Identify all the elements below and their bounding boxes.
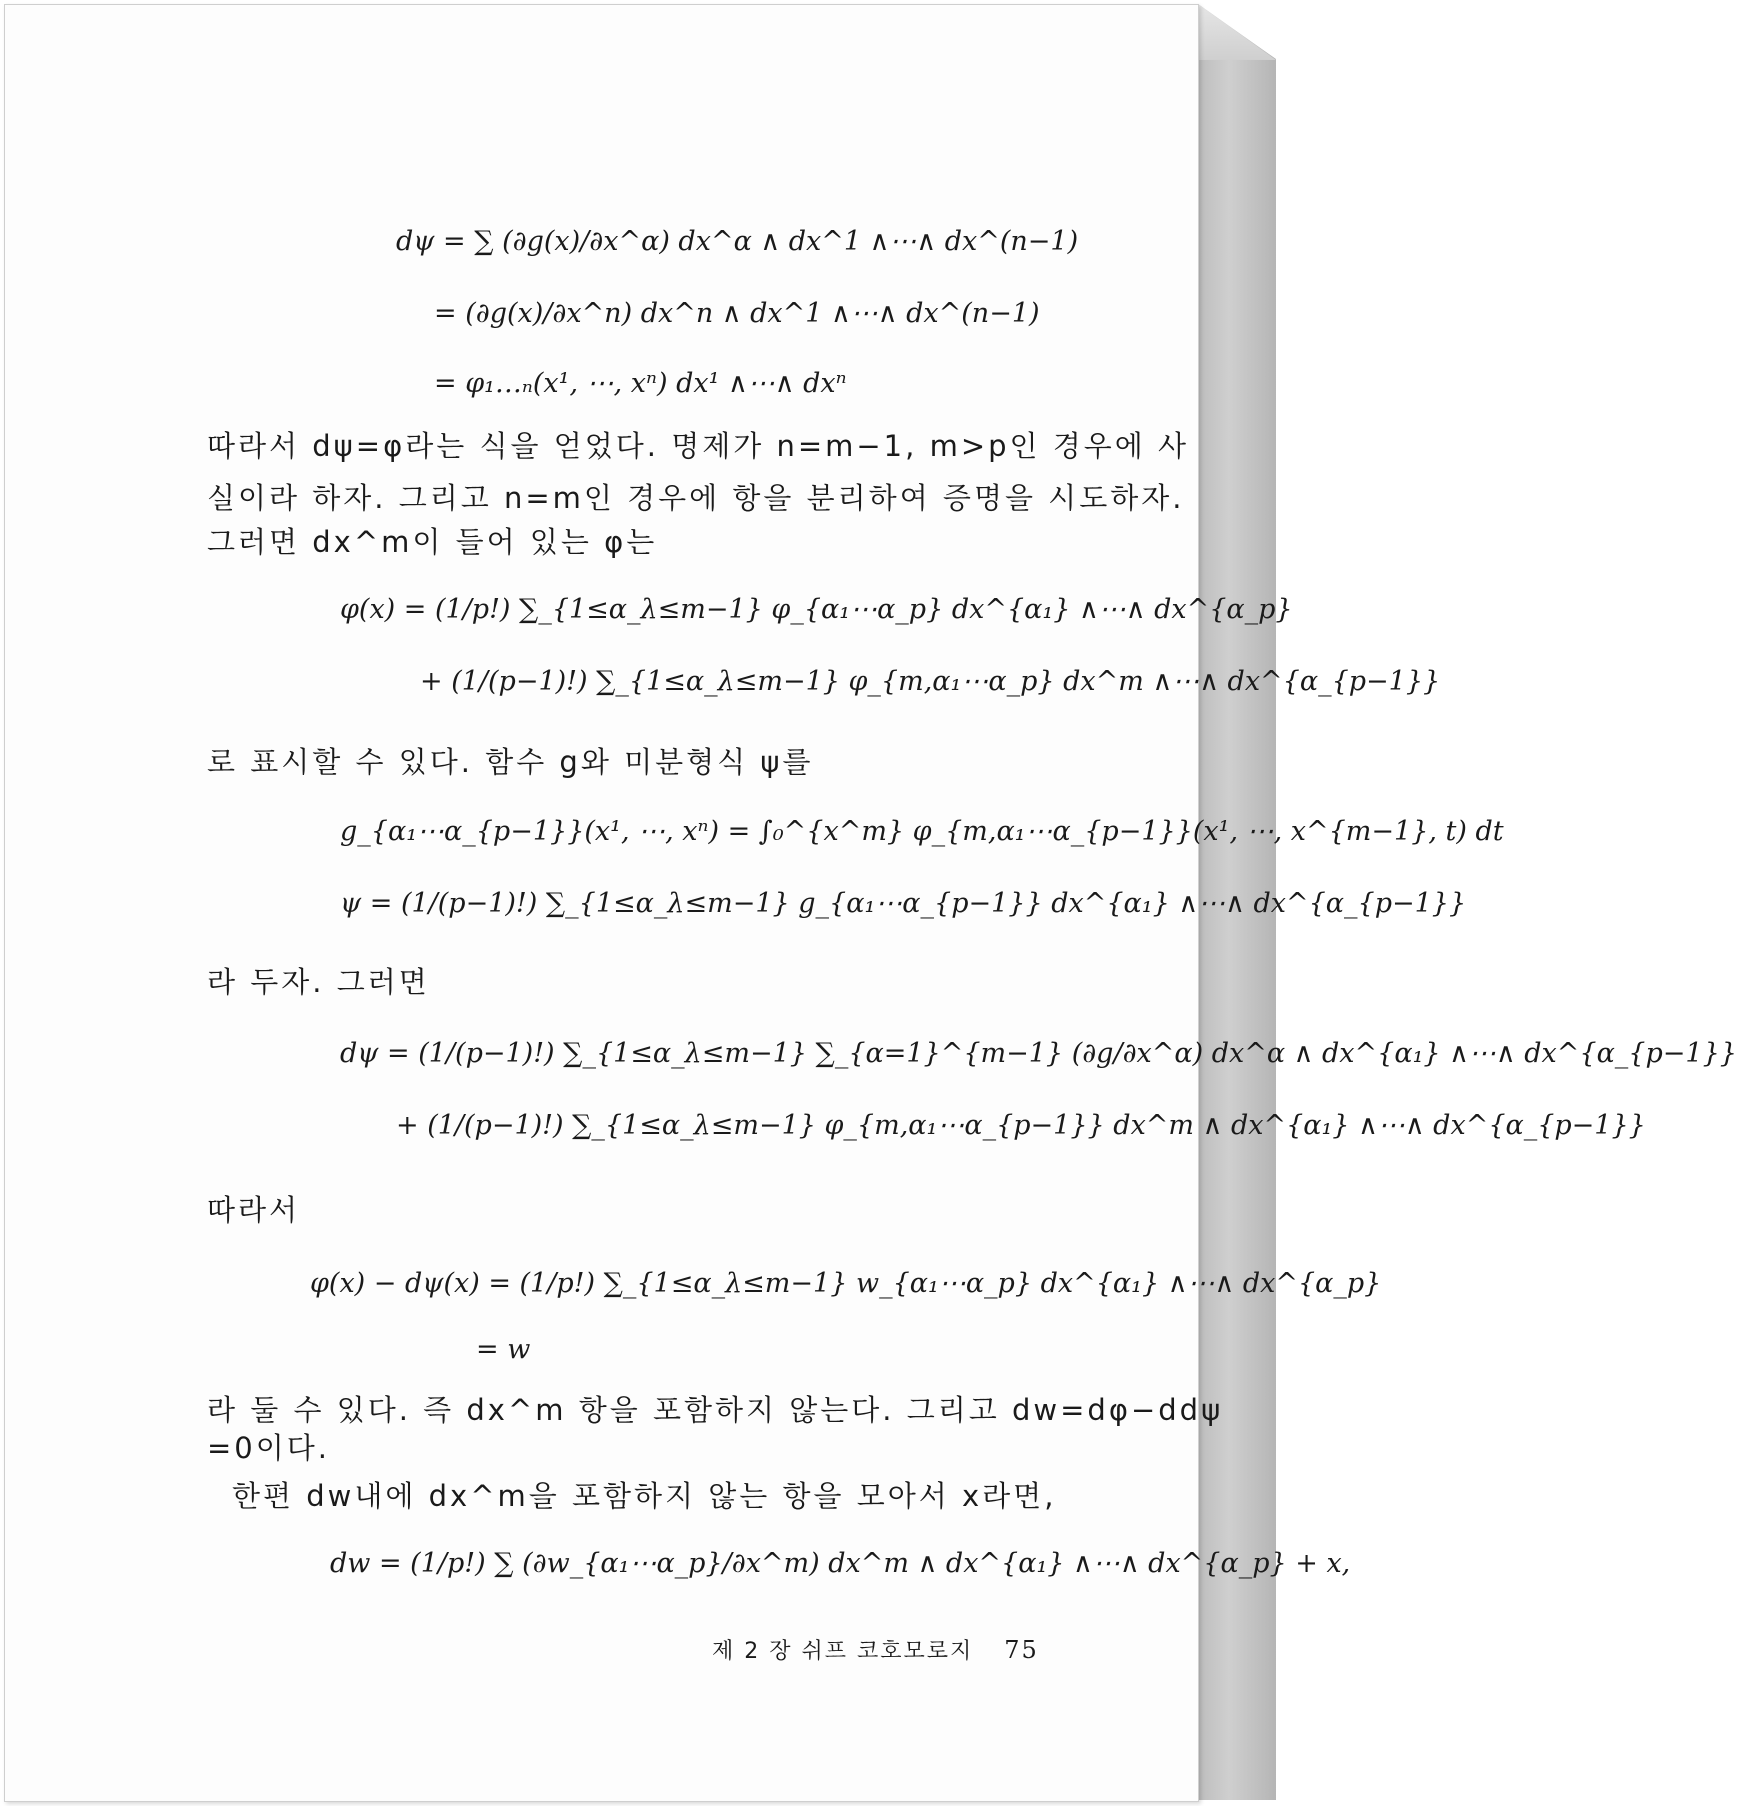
equation-6-line-1: dw = (1/p!) ∑ (∂w_{α₁⋯α_p}/∂x^m) dx^m ∧ dx^{α₁} ∧⋯∧ dx^{α_p} + x, <box>330 1548 1351 1579</box>
equation-1-line-1: dψ = ∑ (∂g(x)/∂x^α) dx^α ∧ dx^1 ∧⋯∧ dx^(n−1) <box>396 226 1079 257</box>
equation-4-line-2: + (1/(p−1)!) ∑_{1≤α_λ≤m−1} φ_{m,α₁⋯α_{p−1}} dx^m ∧ dx^{α₁} ∧⋯∧ dx^{α_{p−1}} <box>396 1110 1646 1141</box>
paragraph-1-line-2: 실이라 하자. 그리고 n=m인 경우에 항을 분리하여 증명을 시도하자. <box>207 481 1185 515</box>
equation-3-line-2: ψ = (1/(p−1)!) ∑_{1≤α_λ≤m−1} g_{α₁⋯α_{p−1}} dx^{α₁} ∧⋯∧ dx^{α_{p−1}} <box>340 888 1467 919</box>
equation-4-line-1: dψ = (1/(p−1)!) ∑_{1≤α_λ≤m−1} ∑_{α=1}^{m−1} (∂g/∂x^α) dx^α ∧ dx^{α₁} ∧⋯∧ dx^{α_{p−1}} <box>340 1038 1737 1069</box>
equation-2-line-2: + (1/(p−1)!) ∑_{1≤α_λ≤m−1} φ_{m,α₁⋯α_p} dx^m ∧⋯∧ dx^{α_{p−1}} <box>420 666 1441 697</box>
paragraph-2: 로 표시할 수 있다. 함수 g와 미분형식 ψ를 <box>207 745 814 779</box>
paragraph-1-line-1: 따라서 dψ=φ라는 식을 얻었다. 명제가 n=m−1, m>p인 경우에 사 <box>207 429 1190 463</box>
paragraph-1-line-3: 그러면 dx^m이 들어 있는 φ는 <box>207 525 658 559</box>
paragraph-4: 따라서 <box>207 1193 301 1227</box>
paragraph-5-line-2: =0이다. <box>207 1431 330 1465</box>
equation-3-line-1: g_{α₁⋯α_{p−1}}(x¹, ⋯, xⁿ) = ∫₀^{x^m} φ_{m,α₁⋯α_{p−1}}(x¹, ⋯, x^{m−1}, t) dt <box>340 816 1504 847</box>
equation-1-line-3: = φ₁…ₙ(x¹, ⋯, xⁿ) dx¹ ∧⋯∧ dxⁿ <box>434 368 847 399</box>
equation-5-line-2: = w <box>476 1334 531 1365</box>
paragraph-5-line-1: 라 둘 수 있다. 즉 dx^m 항을 포함하지 않는다. 그리고 dw=dφ−ddψ <box>207 1393 1224 1427</box>
paragraph-6: 한편 dw내에 dx^m을 포함하지 않는 항을 모아서 x라면, <box>232 1479 1057 1513</box>
equation-2-line-1: φ(x) = (1/p!) ∑_{1≤α_λ≤m−1} φ_{α₁⋯α_p} dx^{α₁} ∧⋯∧ dx^{α_p} <box>340 594 1293 625</box>
paragraph-3: 라 두자. 그러면 <box>207 965 430 999</box>
page-number: 75 <box>1004 1636 1039 1664</box>
chapter-title: 제 2 장 쉬프 코호모로지 <box>712 1639 974 1664</box>
equation-5-line-1: φ(x) − dψ(x) = (1/p!) ∑_{1≤α_λ≤m−1} w_{α₁⋯α_p} dx^{α₁} ∧⋯∧ dx^{α_p} <box>310 1268 1382 1299</box>
equation-1-line-2: = (∂g(x)/∂x^n) dx^n ∧ dx^1 ∧⋯∧ dx^(n−1) <box>434 298 1040 329</box>
page-footer <box>712 1634 1039 1665</box>
